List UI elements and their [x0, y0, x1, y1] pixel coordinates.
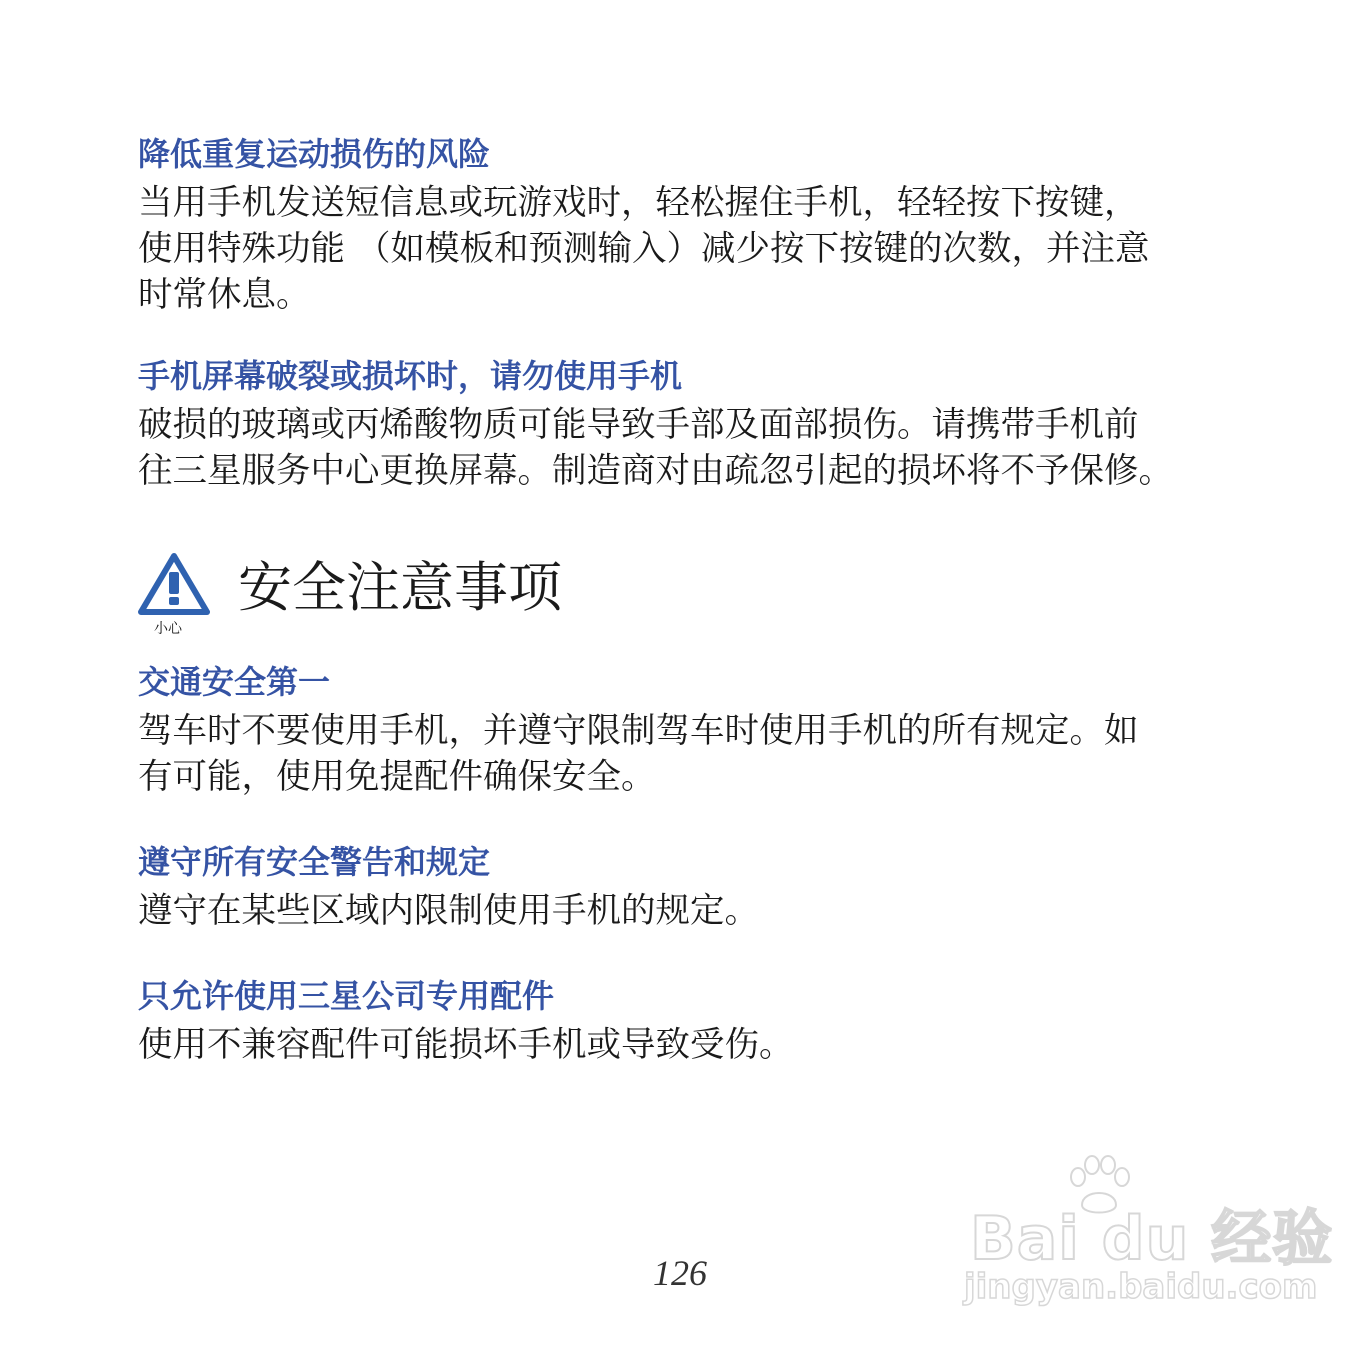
section-repetitive-motion [138, 134, 1228, 318]
section-heading: 降低重复运动损伤的风险 [138, 135, 491, 173]
section-approved-accessories [138, 976, 1228, 1068]
section-body: 遵守在某些区域内限制使用手机的规定。 [138, 891, 759, 931]
section-title: 安全注意事项 [238, 556, 562, 619]
section-heading: 只允许使用三星公司专用配件 [138, 977, 555, 1015]
section-body: 当用手机发送短信息或玩游戏时，轻松握住手机，轻轻按下按键， 使用特殊功能 （如模板和预测输入）减少按下按键的次数，并注意 时常休息。 [138, 183, 1150, 315]
baidu-jingyan-watermark [960, 1155, 1334, 1315]
section-traffic-safety [138, 662, 1228, 800]
watermark-url: jingyan.baidu.com [964, 1267, 1318, 1307]
warning-caption: 小心 [154, 621, 182, 637]
section-cracked-screen [138, 356, 1228, 494]
section-heading: 手机屏幕破裂或损坏时，请勿使用手机 [138, 357, 683, 395]
section-heading: 交通安全第一 [138, 663, 331, 701]
section-body: 使用不兼容配件可能损坏手机或导致受伤。 [138, 1025, 794, 1065]
watermark-brand: Bai du 经验 [970, 1204, 1334, 1274]
section-body: 破损的玻璃或丙烯酸物质可能导致手部及面部损伤。请携带手机前 往三星服务中心更换屏幕。制造商对由疏忽引起的损坏将不予保修。 [138, 405, 1173, 491]
section-heading: 遵守所有安全警告和规定 [138, 843, 491, 881]
safety-precautions-header [138, 548, 738, 648]
warning-triangle-icon [138, 552, 210, 616]
page-number: 126 [653, 1253, 707, 1293]
section-body: 驾车时不要使用手机，并遵守限制驾车时使用手机的所有规定。如 有可能，使用免提配件确保安全。 [138, 711, 1139, 797]
section-obey-warnings [138, 842, 1228, 934]
